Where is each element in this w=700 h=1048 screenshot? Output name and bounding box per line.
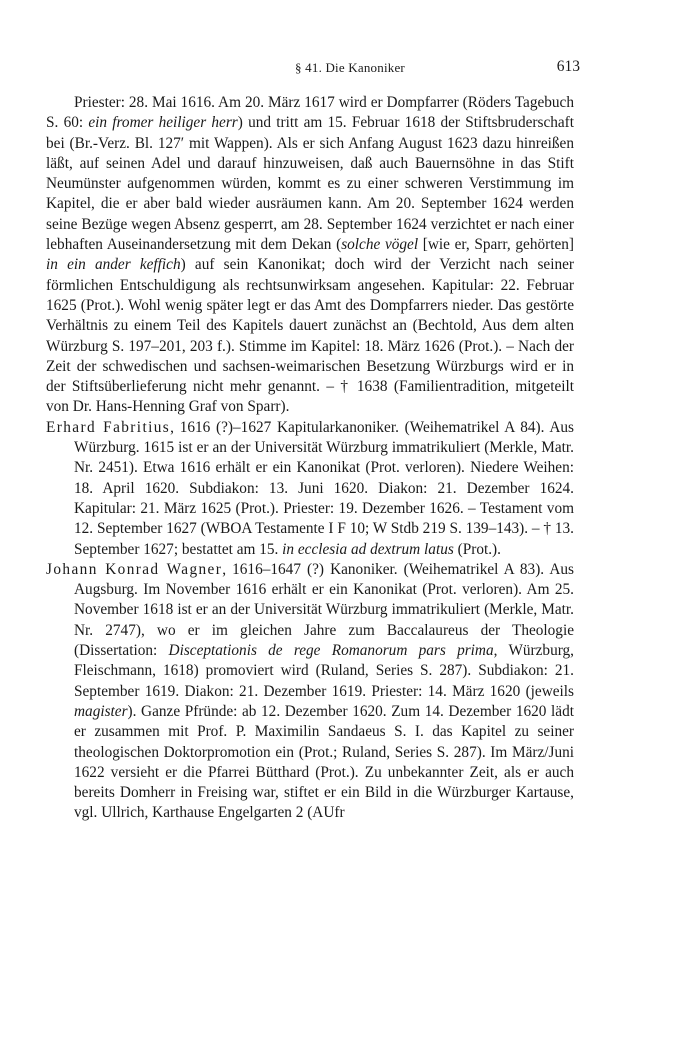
italic-quote: in ecclesia ad dextrum latus [282, 540, 454, 558]
text-run: , Würzburg, Fleischmann, 1618) promoviert wird (Ruland, Series S. 287). Subdiakon: 21. September 1619. Diakon: 21. Dezember 1619. Priester: 14. März 1620 (jeweils [74, 642, 575, 700]
text-run: , 1616 (?)–1627 Kapitularkanoniker. (Weihematrikel A 84). Aus Würzburg. 1615 ist er an der Universität Würzburg immatrikuliert (Merkle, Matr. Nr. 2451). Etwa 1616 erhält er ein Kanonikat (Prot. verloren). Niedere Weihen: 18. April 1620. Subdiakon: 13. Juni 1620. Diakon: 21. Dezember 1624. Kapitular: 21. März 1625 (Prot.). Priester: 19. Dezember 1626. – Testament vom 12. September 1627 (WBOA Testamente I F 10; W Stdb 219 S. 139–143). – † 13. September 1627; bestattet am 15. [74, 418, 575, 558]
text-run: (Prot.). [453, 540, 501, 558]
text-run: , 1616–1647 (?) Kanoniker. (Weihematrikel A 83). Aus Augsburg. Im November 1616 erhält er ein Kanonikat (Prot. verloren). Am 25. November 1618 ist er an der Universität Würzburg immatrikuliert (Merkle, Matr. Nr. 2747), wo er im gleichen Jahre zum Baccalaureus der Theologie (Dissertation: [74, 560, 574, 660]
text-run: Priester: 28. Mai 1616. Am 20. März 1617 wird er Dompfarrer (Röders Tagebuch S. 60: [46, 94, 574, 132]
text-run: [wie er, Sparr, gehörten] [418, 236, 574, 254]
italic-quote: magister [74, 702, 128, 720]
text-run: ) und tritt am 15. Februar 1618 der Stiftsbruderschaft bei (Br.-Verz. Bl. 127′ mit Wappen). Als er sich Anfang August 1623 dazu hinreißen läßt, auf seinen Adel und darauf hinzuweisen, daß auch Bauernsöhne in das Stift Neumünster aufgenommen würden, kommt es zu einer schweren Verstimmung im Kapitel, die er aber bald wieder ausräumen kann. Am 20. September 1624 werden seine Bezüge wegen Absenz gesperrt, am 28. September 1624 verzichtet er nach einer lebhaften Auseinandersetzung mit dem Dekan ( [46, 114, 575, 254]
text-run: ) auf sein Kanonikat; doch wird der Verzicht nach seiner förmlichen Entschuldigung als rechtsunwirksam angesehen. Kapitular: 22. Februar 1625 (Prot.). Wohl wenig später legt er das Amt des Dompfarrers nieder. Das gestörte Verhältnis zu einem Teil des Kapitels dauert zunächst an (Bechtold, Aus dem alten Würzburg S. 197–201, 203 f.). Stimme im Kapitel: 18. März 1626 (Prot.). – Nach der Zeit der schwedischen und sachsen-weimarischen Besetzung Würzburgs wird er in der Stiftsüberlieferung nicht mehr genannt. – † 1638 (Familientradition, mitgeteilt von Dr. Hans-Henning Graf von Sparr). [46, 256, 574, 416]
entry-paragraph [46, 560, 574, 824]
italic-quote: solche vögel [341, 236, 419, 254]
italic-quote: in ein ander keffich [46, 256, 181, 274]
italic-quote: Disceptationis de rege Romanorum pars prima [168, 642, 494, 660]
page-number: 613 [556, 58, 580, 75]
italic-quote: ein fromer heiliger herr [88, 114, 238, 132]
entry-paragraph [46, 418, 574, 560]
running-head [0, 58, 700, 80]
person-name: Johann Konrad Wagner [46, 560, 223, 578]
person-name: Erhard Fabritius [46, 418, 171, 436]
section-title: § 41. Die Kanoniker [295, 60, 405, 75]
continued-paragraph [46, 93, 574, 418]
text-run: ). Ganze Pfründe: ab 12. Dezember 1620. Zum 14. Dezember 1620 lädt er zusammen mit Prof. P. Maximilin Sandaeus S. I. das Kapitel zu seiner theologischen Doktorpromotion ein (Prot.; Ruland, Series S. 287). Im März/Juni 1622 versieht er die Pfarrei Bütthard (Prot.). Zu unbekannter Zeit, als er auch bereits Domherr in Freising war, stiftet er ein Bild in die Würzburger Kartause, vgl. Ullrich, Karthause Engelgarten 2 (AUfr [74, 702, 574, 822]
body-text [46, 93, 574, 824]
